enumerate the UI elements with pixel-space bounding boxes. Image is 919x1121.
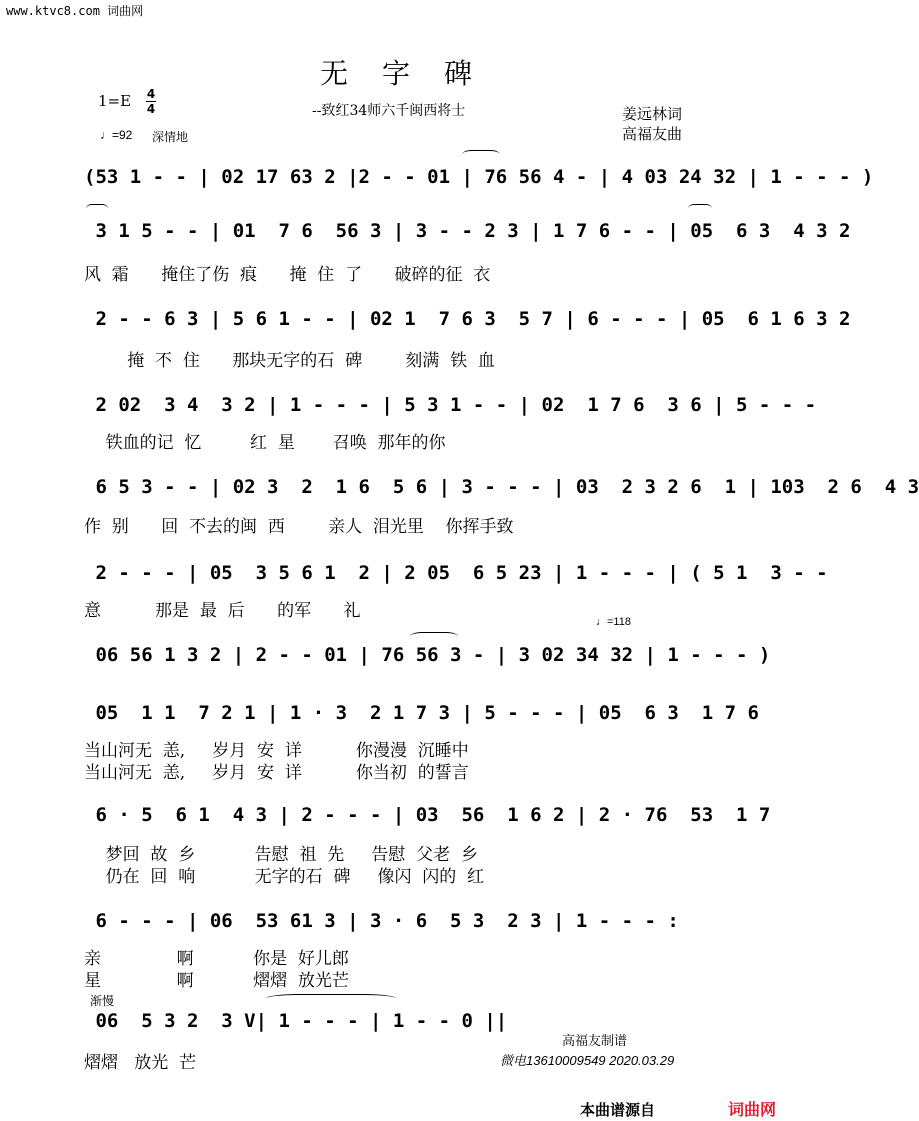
notes-line-9: 6 · 5 6 1 4 3 | 2 - - - | 03 56 1 6 2 | 2 · 76 53 1 7 [84, 804, 771, 826]
notes-line-10: 6 - - - | 06 53 61 3 | 3 · 6 5 3 2 3 | 1 - - - : [84, 910, 679, 932]
score-line-8 [84, 688, 759, 734]
tempo-change: ♩=118 [596, 616, 631, 628]
slur-mark [266, 994, 396, 1003]
lyrics-line-3: 掩 不 住 那块无字的石 碑 刻满 铁 血 [84, 351, 495, 371]
arranger: 高福友制谱 [562, 1034, 628, 1049]
slur-mark [688, 204, 712, 213]
lyrics-line-6: 意 那是 最 后 的军 礼 [84, 601, 361, 621]
slur-mark [86, 204, 108, 213]
lyrics-line-8b: 当山河无 恙, 岁月 安 详 你当初 的誓言 [84, 763, 469, 783]
notes-line-7: 06 56 1 3 2 | 2 - - 01 | 76 56 3 - | 3 02 34 32 | 1 - - - ) [84, 644, 771, 666]
slur-mark [462, 150, 500, 159]
contact-date: 微电13610009549 2020.03.29 [500, 1053, 675, 1068]
expression-marking: 深情地 [152, 130, 189, 144]
brand-logo[interactable]: 词曲网 [728, 1100, 777, 1119]
score-line-6 [84, 548, 828, 594]
source-label: 本曲谱源自 [580, 1101, 656, 1119]
score-line-3 [84, 294, 851, 340]
notes-line-2: 3 1 5 - - | 01 7 6 56 3 | 3 - - 2 3 | 1 7 6 - - | 05 6 3 4 3 2 [84, 220, 851, 242]
notes-line-11: 06 5 3 2 3 V| 1 - - - | 1 - - 0 || [84, 1010, 508, 1032]
lyrics-line-10b: 星 啊 熠熠 放光芒 [84, 971, 349, 991]
score-line-2 [84, 206, 851, 252]
song-title: 无字碑 [319, 57, 506, 90]
composer: 高福友曲 [622, 125, 683, 143]
slur-mark [410, 632, 458, 641]
time-signature [146, 88, 156, 115]
score-line-10 [84, 896, 714, 942]
lyrics-line-8a: 当山河无 恙, 岁月 安 详 你漫漫 沉睡中 [84, 741, 469, 761]
site-watermark: www.ktvc8.com 词曲网 [6, 4, 144, 18]
score-line-7 [84, 630, 771, 676]
notes-line-5: 6 5 3 - - | 02 3 2 1 6 5 6 | 3 - - - | 03 2 3 2 6 1 | 103 2 6 4 3 [84, 476, 919, 498]
lyrics-line-4: 铁血的记 忆 红 星 召唤 那年的你 [84, 433, 446, 453]
lyricist: 姜远林词 [622, 105, 683, 123]
key-signature: 1=E [98, 92, 132, 110]
score-line-9 [84, 790, 771, 836]
lyrics-line-9a: 梦回 故 乡 告慰 祖 先 告慰 父老 乡 [84, 845, 478, 865]
time-sig-bottom: 4 [146, 102, 156, 116]
ritardando-marking: 渐慢 [90, 994, 115, 1008]
tempo-marking: ♩=92 [100, 128, 133, 142]
time-sig-top: 4 [146, 87, 156, 101]
notes-line-3: 2 - - 6 3 | 5 6 1 - - | 02 1 7 6 3 5 7 | 6 - - - | 05 6 1 6 3 2 [84, 308, 851, 330]
notes-line-8: 05 1 1 7 2 1 | 1 · 3 2 1 7 3 | 5 - - - | 05 6 3 1 7 6 [84, 702, 759, 724]
lyrics-line-2: 风 霜 掩住了伤 痕 掩 住 了 破碎的征 衣 [84, 265, 491, 285]
score-line-4 [84, 380, 817, 426]
score-line-1 [84, 152, 874, 198]
notes-line-4: 2 02 3 4 3 2 | 1 - - - | 5 3 1 - - | 02 1 7 6 3 6 | 5 - - - [84, 394, 817, 416]
lyrics-line-5: 作 别 回 不去的闽 西 亲人 泪光里 你挥手致 [84, 517, 514, 537]
score-line-5 [84, 462, 919, 508]
lyrics-line-11: 熠熠 放光 芒 [84, 1053, 197, 1073]
notes-line-6: 2 - - - | 05 3 5 6 1 2 | 2 05 6 5 23 | 1 - - - | ( 5 1 3 - - [84, 562, 828, 584]
song-subtitle: --致红34师六千闽西将士 [312, 103, 466, 119]
notes-line-1: (53 1 - - | 02 17 63 2 |2 - - 01 | 76 56 4 - | 4 03 24 32 | 1 - - - ) [84, 166, 874, 188]
lyrics-line-9b: 仍在 回 响 无字的石 碑 像闪 闪的 红 [84, 867, 485, 887]
credits [622, 104, 682, 144]
lyrics-line-10a: 亲 啊 你是 好儿郎 [84, 949, 349, 969]
